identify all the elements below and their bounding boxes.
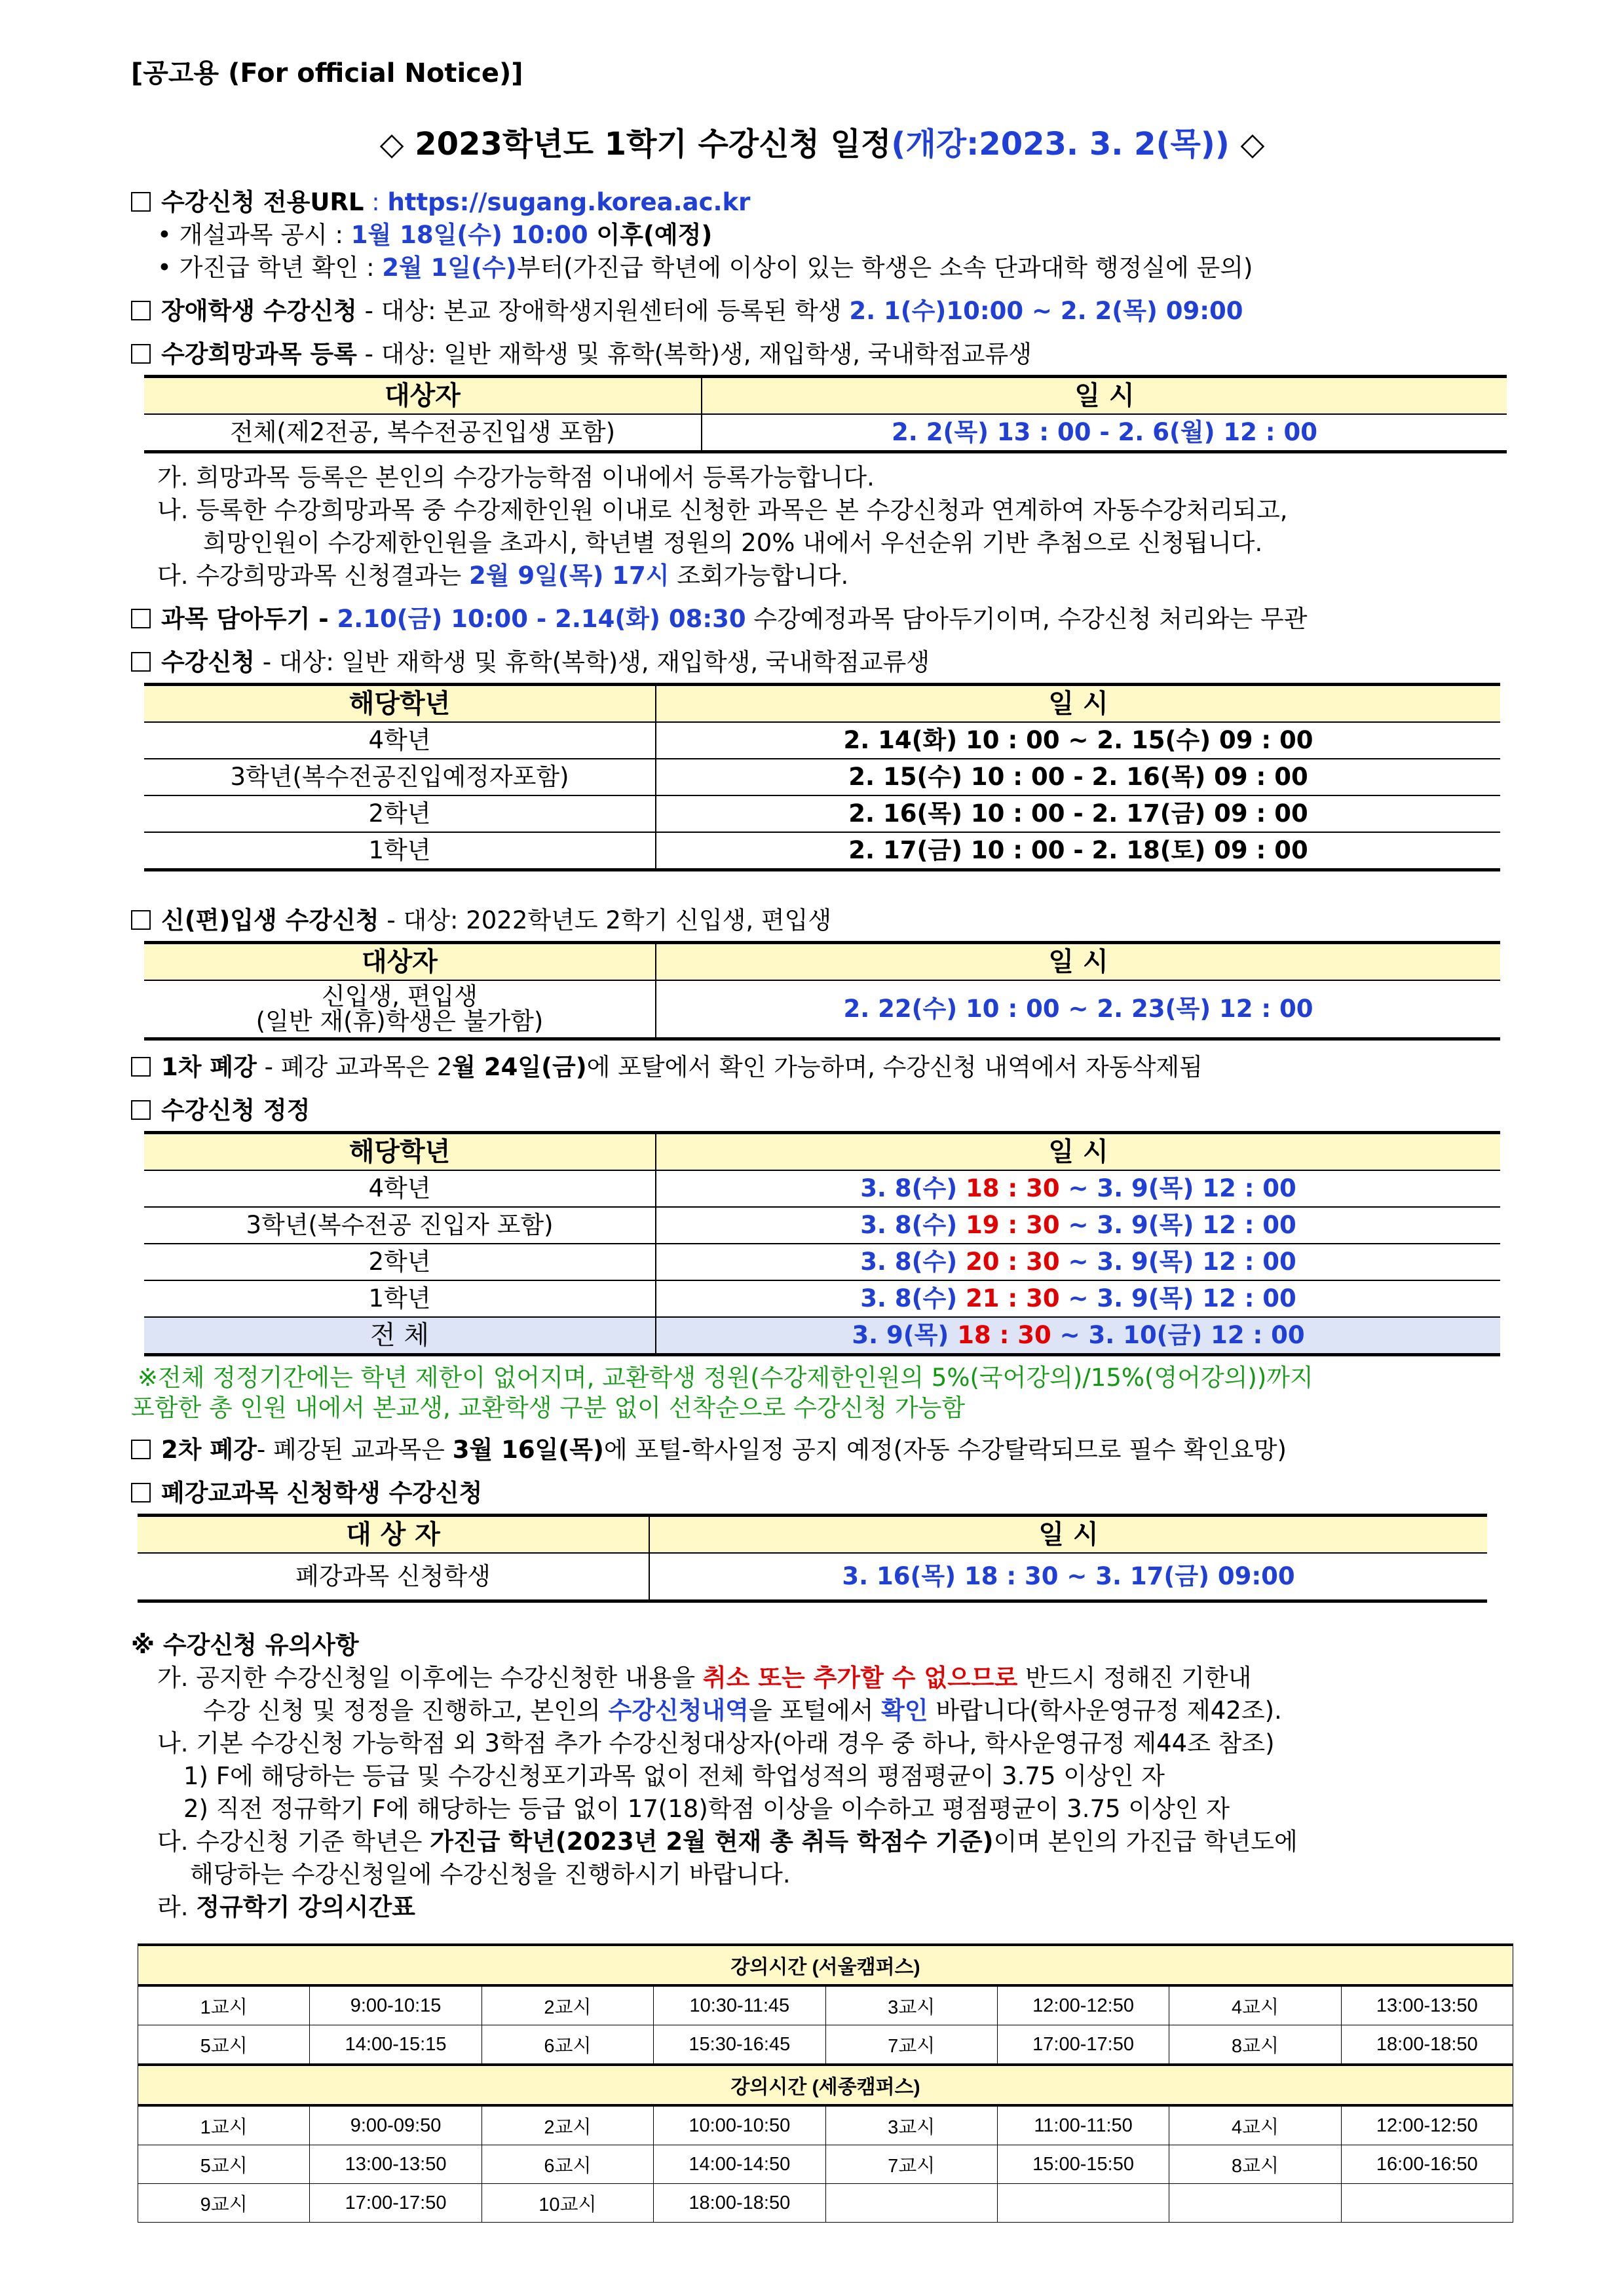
table-header: 대상자 [144,377,702,415]
table-cell-target: 2학년 [144,1244,656,1280]
wish-note-result [131,560,1513,592]
page-title [131,119,1513,164]
official-notice-tag: [공고용 (For official Notice)] [131,58,523,88]
drop1-section [131,1051,1513,1084]
period-cell: 6교시 [482,2145,653,2184]
caution-na: 나. 기본 수강신청 가능학점 외 3학점 추가 수강신청대상자(아래 경우 중 하나, 학사운영규정 제44조 참조) [157,1729,1275,1757]
when-start-time: 18 : 30 [957,1321,1051,1349]
time-cell: 17:00-17:50 [310,2184,482,2223]
table-cell-target: 전 체 [144,1317,656,1355]
period-cell: 5교시 [138,2145,310,2184]
table-header: 일 시 [656,685,1500,723]
time-cell [997,2184,1169,2223]
table-header: 일 시 [702,377,1507,415]
when-start-time: 19 : 30 [966,1211,1060,1239]
period-cell: 1교시 [138,2105,310,2145]
target-line: 신입생, 편입생 [322,982,478,1010]
correction-note: ※전체 정정기간에는 학년 제한이 없어지며, 교환학생 정원(수강제한인원의 5%(국어강의)/15%(영어강의))까지 [138,1364,1313,1392]
table-cell-when: 2. 16(목) 10 : 00 - 2. 17(금) 09 : 00 [656,795,1500,832]
section-desc: 에 포털-학사일정 공지 예정(자동 수강탈락되므로 필수 확인요망) [603,1436,1287,1464]
caution-ra [131,1891,1513,1924]
time-cell: 14:00-14:50 [654,2145,825,2184]
correction-section [131,1094,1513,1127]
bullet-prefix: • 개설과목 공시 : [157,221,351,249]
caution-na-2: 2) 직전 정규학기 F에 해당하는 등급 없이 17(18)학점 이상을 이수하고 평점평균이 3.75 이상인 자 [183,1795,1230,1823]
table-cell-when [656,1317,1500,1355]
table-cell-when: 2. 15(수) 10 : 00 - 2. 16(목) 09 : 00 [656,759,1500,795]
table-cell-when: 2. 2(목) 13 : 00 - 2. 6(월) 12 : 00 [702,414,1507,452]
checkbox-square-icon [131,1483,151,1502]
caution-text: 라. [157,1893,197,1921]
table-header: 대 상 자 [138,1516,649,1554]
wish-note: 나. 등록한 수강희망과목 중 수강제한인원 이내로 신청한 과목은 본 수강신청과 연계하여 자동수강처리되고, [157,496,1288,524]
bullet-grade-check [131,252,1513,284]
period-cell: 8교시 [1169,2145,1341,2184]
caution-text: 바랍니다(학사운영규정 제42조). [928,1696,1282,1725]
table-cell-target: 2학년 [144,795,656,832]
time-cell: 15:30-16:45 [654,2025,825,2065]
caution-na-1: 1) F에 해당하는 등급 및 수강신청포기과목 없이 전체 학업성적의 평점평균이 3.75 이상인 자 [183,1762,1165,1790]
table-cell-target: 3학년(복수전공진입예정자포함) [144,759,656,795]
period-cell: 2교시 [482,1985,653,2025]
sejong-caption: 강의시간 (세종캠퍼스) [138,2065,1513,2105]
wish-note: 가. 희망과목 등록은 본인의 수강가능학점 이내에서 등록가능합니다. [157,463,875,491]
caution-bold: 정규학기 강의시간표 [196,1893,415,1921]
period-cell: 3교시 [825,1985,997,2025]
period-cell: 7교시 [825,2145,997,2184]
bullet-suffix: 부터(가진급 학년에 이상이 있는 학생은 소속 단과대학 행정실에 문의) [516,254,1253,282]
period-cell: 8교시 [1169,2025,1341,2065]
period-cell: 5교시 [138,2025,310,2065]
when-end: ~ 3. 9(목) 12 : 00 [1059,1248,1296,1276]
period-cell: 3교시 [825,2105,997,2145]
table-cell-when: 2. 14(화) 10 : 00 ~ 2. 15(수) 09 : 00 [656,722,1500,759]
table-row [138,2145,1513,2184]
period-cell: 2교시 [482,2105,653,2145]
target-line: (일반 재(휴)학생은 불가함) [255,1007,544,1035]
table-cell-when: 3. 16(목) 18 : 30 ~ 3. 17(금) 09:00 [649,1553,1487,1601]
time-cell: 13:00-13:50 [310,2145,482,2184]
caution-text: 수강 신청 및 정정을 진행하고, 본인의 [203,1696,609,1725]
wish-section [131,338,1513,371]
disabled-section [131,295,1513,328]
cart-section [131,603,1513,636]
table-cell-when [656,1207,1500,1244]
cautions-heading: ※ 수강신청 유의사항 [131,1631,359,1659]
section-label: 수강희망과목 등록 [161,340,357,368]
table-header: 일 시 [649,1516,1487,1554]
bullet-date: 2월 1일(수) [382,254,517,282]
freshman-section [131,904,1513,937]
time-cell: 10:30-11:45 [654,1985,825,2025]
table-cell-when [656,1244,1500,1280]
checkbox-square-icon [131,192,151,212]
url-label: 수강신청 전용URL [161,188,364,216]
correction-table [144,1131,1500,1356]
drop2-section [131,1434,1513,1466]
period-cell: 7교시 [825,2025,997,2065]
section-label: 장애학생 수강신청 [161,297,357,325]
table-cell-when [656,1170,1500,1207]
period-cell: 4교시 [1169,2105,1341,2145]
period-cell [825,2184,997,2223]
section-date: 월 24일(금) [452,1053,587,1081]
section-label: 2차 폐강 [161,1436,257,1464]
table-header: 일 시 [656,1133,1500,1171]
caution-text: 이며 본인의 가진급 학년도에 [993,1827,1298,1856]
when-end: ~ 3. 9(목) 12 : 00 [1059,1284,1296,1312]
section-period: 2.10(금) 10:00 - 2.14(화) 08:30 [337,605,746,633]
when-end: ~ 3. 9(목) 12 : 00 [1059,1174,1296,1202]
title-opening-date: (개강:2023. 3. 2(목)) [891,126,1230,163]
time-cell [1341,2184,1513,2223]
caution-highlight: 확인 [881,1696,928,1725]
section-label: 수강신청 [161,648,255,676]
registration-section [131,646,1513,679]
table-row [138,2025,1513,2065]
time-cell: 10:00-10:50 [654,2105,825,2145]
note-prefix: 다. 수강희망과목 신청결과는 [157,562,469,590]
sugang-url-link[interactable]: https://sugang.korea.ac.kr [387,188,751,216]
caution-ga-2 [131,1694,1513,1727]
when-end: ~ 3. 9(목) 12 : 00 [1059,1211,1296,1239]
period-cell: 6교시 [482,2025,653,2065]
section-desc: - 폐강된 교과목은 [256,1436,453,1464]
table-header: 일 시 [656,943,1500,981]
checkbox-square-icon [131,609,151,628]
when-start-time: 21 : 30 [966,1284,1060,1312]
time-cell: 12:00-12:50 [997,1985,1169,2025]
time-cell: 14:00-15:15 [310,2025,482,2065]
seoul-caption: 강의시간 (서울캠퍼스) [138,1945,1513,1985]
table-row [138,2184,1513,2223]
checkbox-square-icon [131,1100,151,1120]
table-cell-when: 2. 17(금) 10 : 00 - 2. 18(토) 09 : 00 [656,832,1500,870]
time-cell: 9:00-10:15 [310,1985,482,2025]
table-cell-target [144,980,656,1039]
time-cell: 11:00-11:50 [997,2105,1169,2145]
url-section [131,186,1513,219]
when-start-time: 20 : 30 [966,1248,1060,1276]
caution-text: 다. 수강신청 기준 학년은 [157,1827,430,1856]
table-cell-target: 4학년 [144,1170,656,1207]
bullet-course-announcement [131,219,1513,252]
time-cell: 13:00-13:50 [1341,1985,1513,2025]
freshman-table [144,941,1500,1041]
section-desc: - 대상: 본교 장애학생지원센터에 등록된 학생 [356,297,850,325]
table-cell-when [656,1280,1500,1317]
lecture-timetable [138,1943,1513,2223]
section-desc: - 대상: 일반 재학생 및 휴학(복학)생, 재입학생, 국내학점교류생 [254,648,930,676]
section-desc: - 폐강 교과목은 2 [256,1053,453,1081]
period-cell [1169,2184,1341,2223]
period-cell: 1교시 [138,1985,310,2025]
section-dash: - [310,605,337,633]
bullet-prefix: • 가진급 학년 확인 : [157,254,383,282]
time-cell: 18:00-18:50 [654,2184,825,2223]
dropped-course-table [138,1514,1487,1603]
section-label: 폐강교과목 신청학생 수강신청 [161,1479,483,1507]
table-cell-when: 2. 22(수) 10 : 00 ~ 2. 23(목) 12 : 00 [656,980,1500,1039]
url-sep: : [364,188,388,216]
table-row [138,1985,1513,2025]
section-desc: - 대상: 2022학년도 2학기 신입생, 편입생 [379,906,832,934]
caution-da [131,1826,1513,1858]
checkbox-square-icon [131,301,151,320]
table-header: 해당학년 [144,685,656,723]
table-cell-target: 1학년 [144,832,656,870]
wish-note: 희망인원이 수강제한인원을 초과시, 학년별 정원의 20% 내에서 우선순위 기반 추첨으로 신청됩니다. [203,529,1263,557]
time-cell: 16:00-16:50 [1341,2145,1513,2184]
when-end: ~ 3. 10(금) 12 : 00 [1051,1321,1305,1349]
notice-page [131,52,1513,2223]
bullet-date: 1월 18일(수) 10:00 [350,221,588,249]
correction-note: 포함한 총 인원 내에서 본교생, 교환학생 구분 없이 선착순으로 수강신청 가능함 [131,1394,966,1422]
title-tail: ◇ [1229,126,1265,163]
caution-warning: 취소 또는 추가할 수 없으므로 [702,1664,1018,1692]
time-cell: 15:00-15:50 [997,2145,1169,2184]
checkbox-square-icon [131,652,151,672]
bullet-suffix: 이후(예정) [588,221,713,249]
when-start-time: 18 : 30 [966,1174,1060,1202]
when-date: 3. 8(수) [860,1174,966,1202]
caution-ga [131,1662,1513,1694]
section-desc: 에 포탈에서 확인 가능하며, 수강신청 내역에서 자동삭제됨 [586,1053,1203,1081]
section-label: 수강신청 정정 [161,1096,311,1124]
table-row [138,2105,1513,2145]
note-date: 2월 9일(목) 17시 [468,562,670,590]
when-date: 3. 8(수) [860,1248,966,1276]
period-cell: 4교시 [1169,1985,1341,2025]
caution-text: 을 포털에서 [748,1696,882,1725]
time-cell: 17:00-17:50 [997,2025,1169,2065]
table-cell-target: 폐강과목 신청학생 [138,1553,649,1601]
table-cell-target: 1학년 [144,1280,656,1317]
section-desc: 수강예정과목 담아두기이며, 수강신청 처리와는 무관 [746,605,1308,633]
note-suffix: 조회가능합니다. [669,562,849,590]
section-label: 과목 담아두기 [161,605,311,633]
caution-text: 반드시 정해진 기한내 [1017,1664,1252,1692]
when-date: 3. 8(수) [860,1211,966,1239]
time-cell: 12:00-12:50 [1341,2105,1513,2145]
section-label: 신(편)입생 수강신청 [161,906,379,934]
period-cell: 9교시 [138,2184,310,2223]
when-date: 3. 9(목) [852,1321,958,1349]
caution-da-2: 해당하는 수강신청일에 수강신청을 진행하시기 바랍니다. [190,1860,791,1888]
table-header: 해당학년 [144,1133,656,1171]
checkbox-square-icon [131,344,151,364]
section-period: 2. 1(수)10:00 ~ 2. 2(목) 09:00 [849,297,1243,325]
section-label: 1차 폐강 [161,1053,257,1081]
period-cell: 10교시 [482,2184,653,2223]
caution-highlight: 수강신청내역 [608,1696,749,1725]
title-main: ◇ 2023학년도 1학기 수강신청 일정 [379,126,892,163]
checkbox-square-icon [131,1057,151,1077]
section-desc: - 대상: 일반 재학생 및 휴학(복학)생, 재입학생, 국내학점교류생 [356,340,1032,368]
caution-bold: 가진급 학년(2023년 2월 현재 총 취득 학점수 기준) [430,1827,994,1856]
checkbox-square-icon [131,1440,151,1459]
when-date: 3. 8(수) [860,1284,966,1312]
table-header: 대상자 [144,943,656,981]
checkbox-square-icon [131,910,151,930]
wish-table [144,375,1507,453]
dropped-course-section [131,1477,1513,1510]
table-cell-target: 전체(제2전공, 복수전공진입생 포함) [144,414,702,452]
registration-table [144,683,1500,871]
caution-text: 가. 공지한 수강신청일 이후에는 수강신청한 내용을 [157,1664,703,1692]
table-cell-target: 3학년(복수전공 진입자 포함) [144,1207,656,1244]
time-cell: 9:00-09:50 [310,2105,482,2145]
time-cell: 18:00-18:50 [1341,2025,1513,2065]
table-cell-target: 4학년 [144,722,656,759]
section-date: 3월 16일(목) [452,1436,604,1464]
